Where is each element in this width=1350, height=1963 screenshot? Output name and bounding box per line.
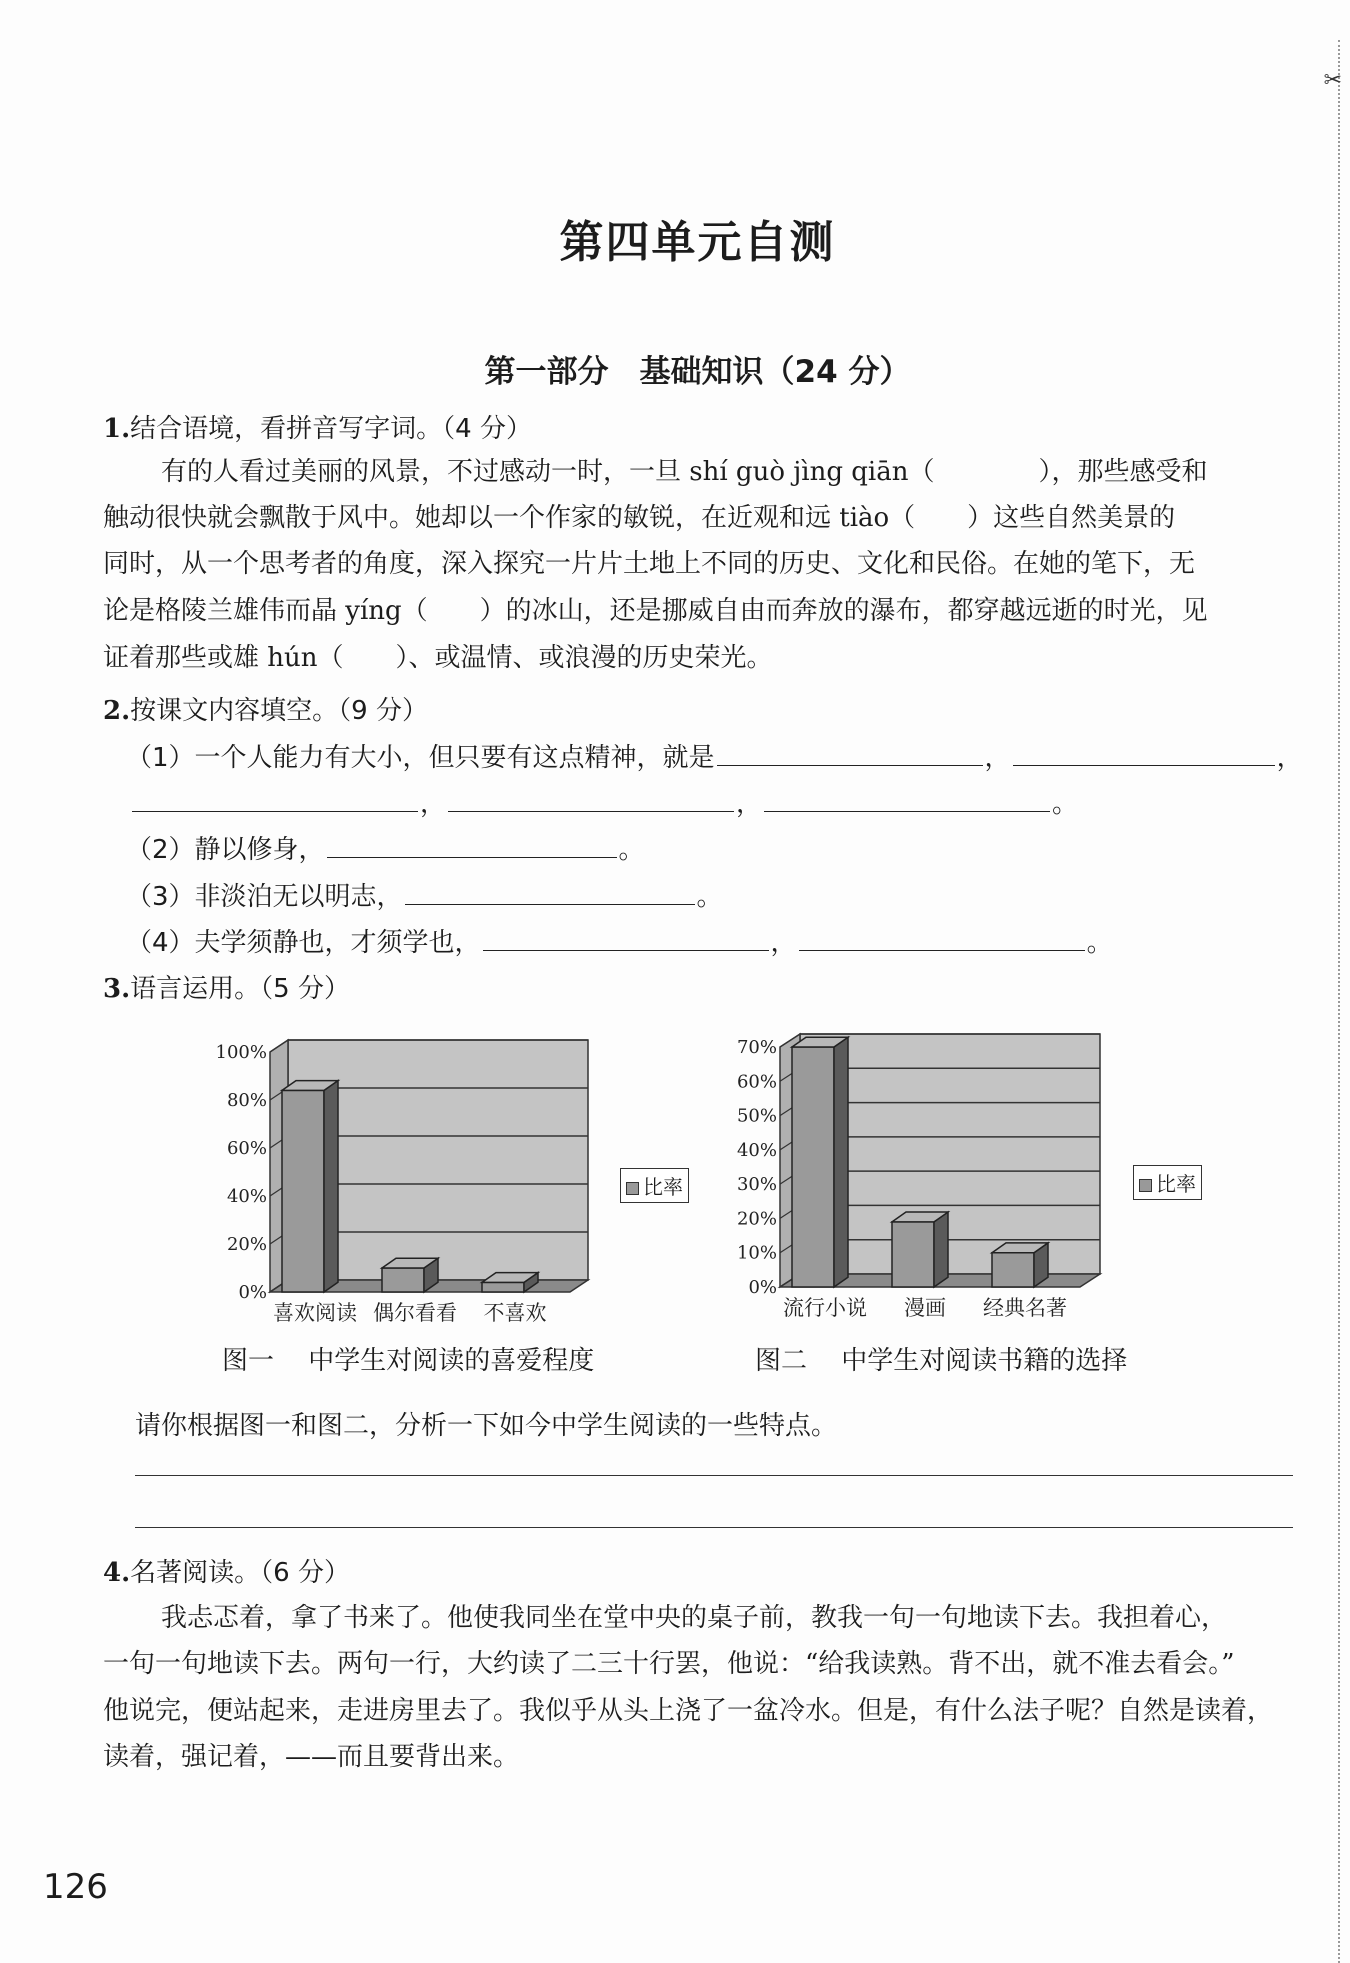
- question-1-heading: 1.结合语境，看拼音写字词。（4 分）: [103, 414, 532, 444]
- answer-line[interactable]: [135, 1527, 1293, 1528]
- bar: [792, 1047, 834, 1287]
- fill-item-3: （3）非淡泊无以明志， 。: [126, 876, 723, 913]
- page-title: 第四单元自测: [559, 217, 836, 268]
- y-tick-label: 0%: [238, 1282, 267, 1303]
- fill-item-2: （2）静以修身， 。: [126, 829, 645, 866]
- answer-blank[interactable]: [132, 786, 418, 812]
- answer-blank[interactable]: [799, 925, 1085, 951]
- question-1-line-5: 证着那些或雄 hún（ ）、或温情、或浪漫的历史荣光。: [103, 643, 773, 673]
- x-category-label: 偶尔看看: [373, 1301, 457, 1325]
- answer-line[interactable]: [135, 1475, 1293, 1476]
- chart-2-legend: 比率: [1133, 1165, 1202, 1200]
- answer-blank[interactable]: [327, 832, 617, 858]
- y-tick-label: 30%: [736, 1174, 777, 1196]
- y-tick-label: 60%: [736, 1071, 777, 1093]
- chart-1-legend: 比率: [620, 1168, 689, 1203]
- answer-blank[interactable]: [483, 925, 769, 951]
- question-1-line-2: 触动很快就会飘散于风中。她却以一个作家的敏锐，在近观和远 tiào（ ）这些自然美景的: [103, 503, 1176, 533]
- scissors-icon: ✂: [1323, 68, 1342, 93]
- x-category-label: 喜欢阅读: [273, 1301, 357, 1325]
- chart-1-caption: 图一 中学生对阅读的喜爱程度: [222, 1346, 595, 1376]
- question-4-heading: 4.名著阅读。（6 分）: [103, 1558, 350, 1588]
- question-4-line-3: 他说完，便站起来，走进房里去了。我似乎从头上浇了一盆冷水。但是，有什么法子呢？自然是读着，: [103, 1696, 1274, 1726]
- fill-item-4: （4）夫学须静也，才须学也， ， 。: [126, 922, 1113, 959]
- y-tick-label: 50%: [736, 1105, 777, 1127]
- answer-blank[interactable]: [1013, 740, 1275, 766]
- bar: [992, 1253, 1034, 1287]
- part-title: 第一部分 基础知识（24 分）: [484, 354, 911, 390]
- question-4-line-4: 读着，强记着，——而且要背出来。: [103, 1742, 520, 1772]
- question-4-line-2: 一句一句地读下去。两句一行，大约读了二三十行罢，他说：“给我读熟。背不出，就不准去看会。”: [103, 1649, 1235, 1679]
- legend-swatch: [1139, 1179, 1152, 1192]
- answer-blank[interactable]: [764, 786, 1050, 812]
- question-1-line-1: 有的人看过美丽的风景，不过感动一时，一旦 shí guò jìng qiān（ ），那些感受和: [161, 457, 1208, 487]
- bar-side: [934, 1212, 948, 1287]
- question-3-heading: 3.语言运用。（5 分）: [103, 974, 350, 1004]
- chart-2-caption: 图二 中学生对阅读书籍的选择: [755, 1346, 1128, 1376]
- bar: [482, 1282, 524, 1292]
- y-tick-label: 60%: [226, 1138, 267, 1159]
- y-tick-label: 100%: [215, 1042, 267, 1063]
- y-tick-label: 70%: [736, 1037, 777, 1058]
- x-category-label: 不喜欢: [483, 1301, 547, 1325]
- cut-line: [1323, 40, 1342, 1963]
- question-4-line-1: 我忐忑着，拿了书来了。他使我同坐在堂中央的桌子前，教我一句一句地读下去。我担着心，: [161, 1603, 1228, 1633]
- y-tick-label: 0%: [748, 1277, 777, 1298]
- question-3-prompt: 请你根据图一和图二，分析一下如今中学生阅读的一些特点。: [135, 1411, 838, 1441]
- bar: [892, 1222, 934, 1287]
- bar: [382, 1268, 424, 1292]
- chart-book-choice: [728, 1025, 1118, 1325]
- question-1-line-3: 同时，从一个思考者的角度，深入探究一片片土地上不同的历史、文化和民俗。在她的笔下，无: [103, 549, 1196, 579]
- bar: [282, 1090, 324, 1292]
- fill-item-1: （1）一个人能力有大小，但只要有这点精神，就是 ， ，: [126, 737, 1303, 774]
- y-tick-label: 20%: [226, 1234, 267, 1255]
- x-category-label: 流行小说: [783, 1296, 867, 1320]
- fill-item-1-cont: ， ， 。: [130, 783, 1078, 820]
- page-number: 126: [43, 1867, 108, 1907]
- question-2-heading: 2.按课文内容填空。（9 分）: [103, 696, 428, 726]
- y-tick-label: 40%: [736, 1139, 777, 1161]
- y-tick-label: 10%: [736, 1242, 777, 1264]
- x-category-label: 漫画: [904, 1296, 946, 1320]
- chart-reading-preference: [200, 1030, 620, 1330]
- answer-blank[interactable]: [405, 879, 695, 905]
- bar-side: [834, 1037, 848, 1287]
- y-tick-label: 20%: [736, 1208, 777, 1230]
- y-tick-label: 80%: [226, 1090, 267, 1111]
- x-category-label: 经典名著: [983, 1296, 1067, 1320]
- answer-blank[interactable]: [717, 740, 983, 766]
- legend-swatch: [626, 1182, 639, 1195]
- question-1-line-4: 论是格陵兰雄伟而晶 yíng（ ）的冰山，还是挪威自由而奔放的瀑布，都穿越远逝的时光，见: [103, 596, 1208, 626]
- answer-blank[interactable]: [448, 786, 734, 812]
- y-tick-label: 40%: [226, 1186, 267, 1207]
- bar-side: [324, 1081, 338, 1292]
